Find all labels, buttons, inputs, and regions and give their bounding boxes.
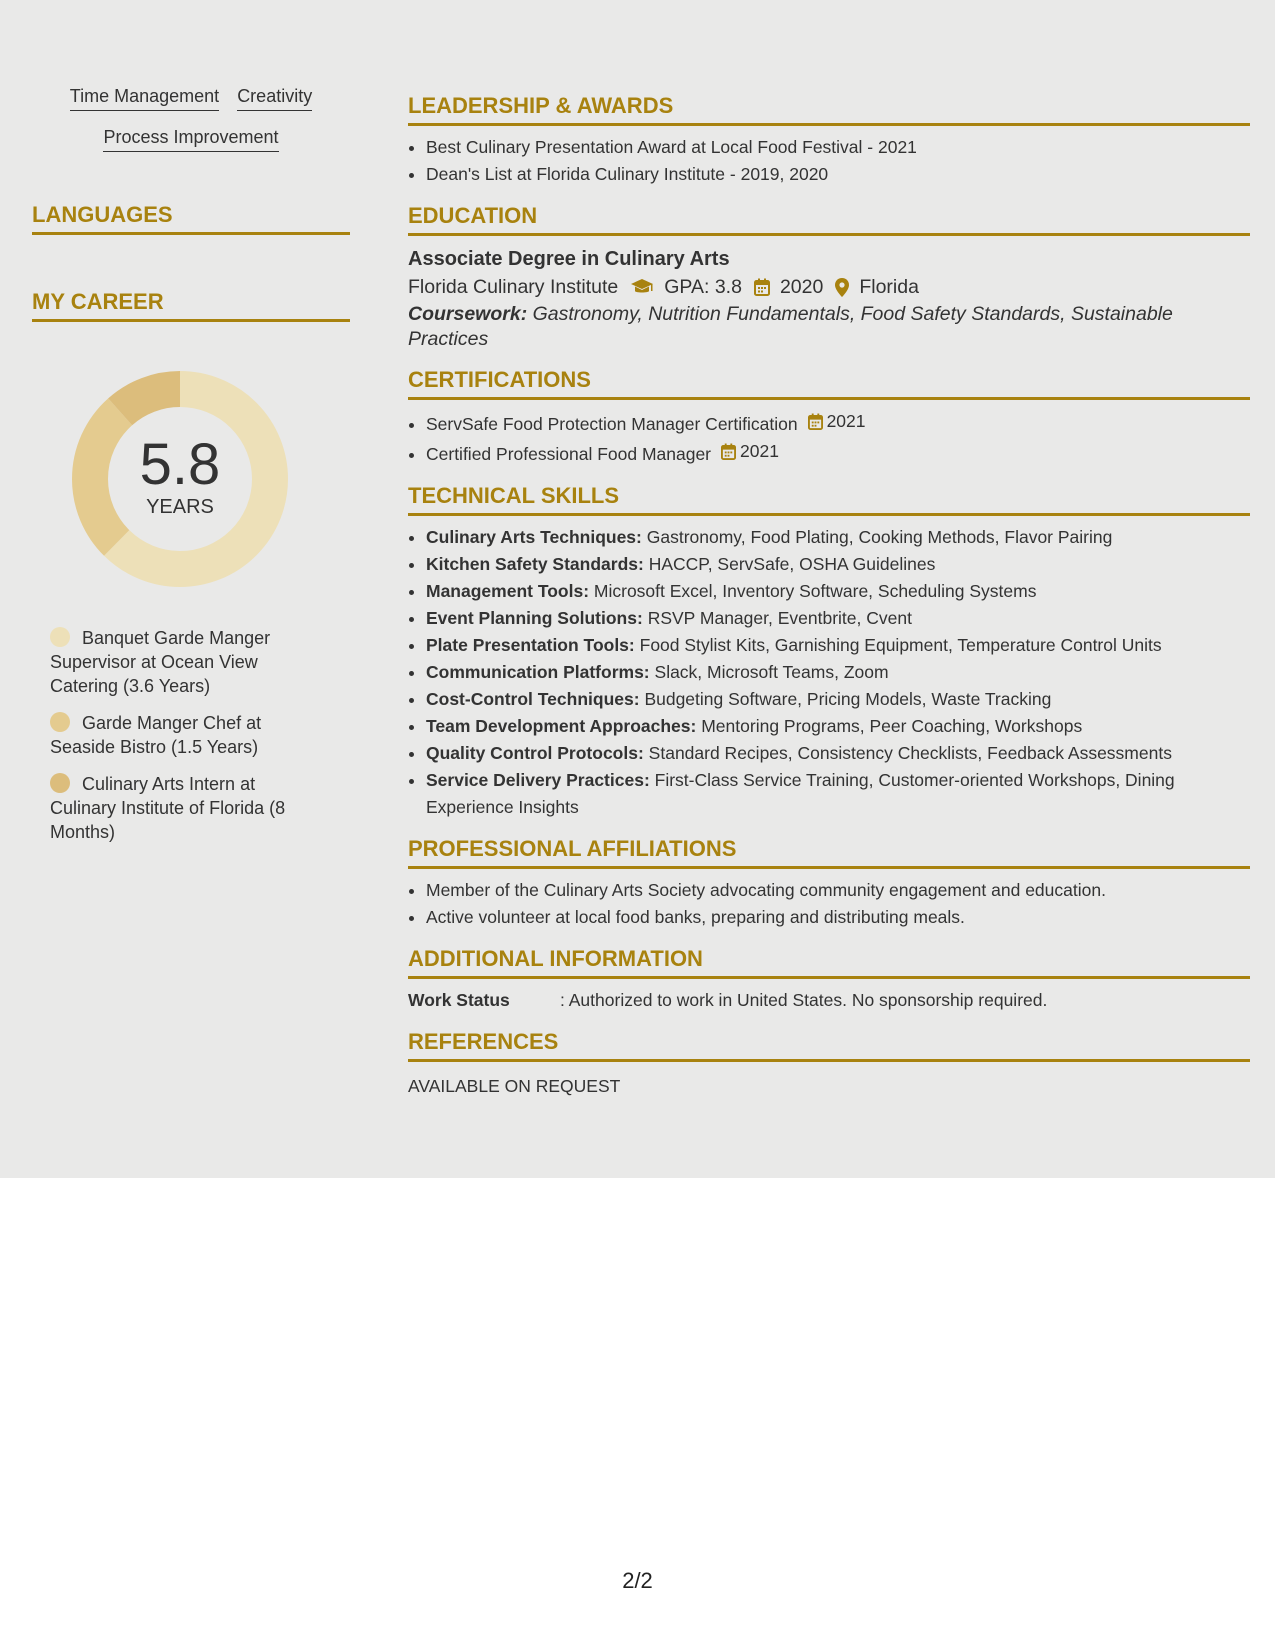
page-number: 2/2 — [622, 1568, 653, 1593]
skill-values: Food Stylist Kits, Garnishing Equipment, Temperature Control Units — [639, 635, 1162, 655]
skill-tag: Time Management — [70, 84, 219, 111]
references-text: AVAILABLE ON REQUEST — [408, 1076, 621, 1096]
work-status-label: Work Status — [408, 990, 510, 1010]
career-heading: MY CAREER — [32, 289, 350, 322]
affiliations-section — [408, 835, 1250, 931]
certification-name: ServSafe Food Protection Manager Certification — [426, 414, 798, 434]
technical-skill-item — [426, 524, 1250, 551]
skill-category: Cost-Control Techniques: — [426, 689, 640, 709]
languages-heading: LANGUAGES — [32, 202, 350, 235]
career-donut-chart — [65, 364, 295, 594]
leadership-heading: LEADERSHIP & AWARDS — [408, 92, 1250, 126]
location-pin-icon — [835, 278, 849, 297]
certification-year: 2021 — [826, 411, 866, 431]
education-section — [408, 202, 1250, 352]
list-item: • Active volunteer at local food banks, preparing and distributing meals. — [426, 904, 1250, 931]
school-location: Florida — [859, 276, 919, 298]
technical-skill-item — [426, 713, 1250, 740]
career-legend — [32, 626, 350, 844]
work-status-row — [408, 987, 1250, 1014]
skill-category: Team Development Approaches: — [426, 716, 697, 736]
skill-category: Culinary Arts Techniques: — [426, 527, 642, 547]
education-details — [408, 272, 1250, 302]
skill-values: HACCP, ServSafe, OSHA Guidelines — [648, 554, 936, 574]
graduation-cap-icon — [630, 278, 654, 296]
career-years-unit: YEARS — [146, 495, 214, 518]
legend-dot-icon — [50, 773, 70, 793]
references-section — [408, 1028, 1250, 1097]
references-heading: REFERENCES — [408, 1028, 1250, 1062]
career-legend-label: Garde Manger Chef at Seaside Bistro (1.5 Years) — [50, 713, 262, 757]
career-legend-item — [50, 711, 312, 759]
career-legend-item — [50, 626, 312, 698]
technical-skill-item — [426, 551, 1250, 578]
career-legend-label: Culinary Arts Intern at Culinary Institute of Florida (8 Months) — [50, 774, 286, 842]
sidebar — [32, 84, 350, 857]
technical-skill-item — [426, 767, 1250, 821]
skill-values: Budgeting Software, Pricing Models, Waste Tracking — [644, 689, 1052, 709]
career-legend-label: Banquet Garde Manger Supervisor at Ocean View Catering (3.6 Years) — [50, 628, 271, 696]
skill-values: Gastronomy, Food Plating, Cooking Methods, Flavor Pairing — [646, 527, 1113, 547]
graduation-year: 2020 — [779, 276, 824, 298]
technical-skills-section — [408, 482, 1250, 821]
school-name: Florida Culinary Institute — [408, 276, 619, 298]
skill-values: Standard Recipes, Consistency Checklists, Feedback Assessments — [648, 743, 1172, 763]
skill-category: Kitchen Safety Standards: — [426, 554, 644, 574]
list-item: • Dean's List at Florida Culinary Institute - 2019, 2020 — [426, 161, 1250, 188]
skill-tag: Creativity — [237, 84, 312, 111]
additional-info-heading: ADDITIONAL INFORMATION — [408, 945, 1250, 979]
technical-skill-item — [426, 578, 1250, 605]
skill-category: Communication Platforms: — [426, 662, 650, 682]
skill-category: Event Planning Solutions: — [426, 608, 643, 628]
skill-category: Quality Control Protocols: — [426, 743, 644, 763]
skill-category: Service Delivery Practices: — [426, 770, 650, 790]
technical-skill-item — [426, 632, 1250, 659]
skill-tag: Process Improvement — [103, 125, 278, 152]
calendar-icon — [808, 413, 823, 430]
degree-title: Associate Degree in Culinary Arts — [408, 248, 730, 270]
work-status-value: : Authorized to work in United States. No sponsorship required. — [560, 990, 1048, 1010]
main-content — [408, 92, 1250, 1111]
skill-category: Management Tools: — [426, 581, 590, 601]
calendar-icon — [754, 278, 770, 296]
list-item: • Member of the Culinary Arts Society advocating community engagement and education. — [426, 877, 1250, 904]
skill-category: Plate Presentation Tools: — [426, 635, 635, 655]
coursework — [408, 302, 1250, 352]
technical-skill-item — [426, 740, 1250, 767]
education-heading: EDUCATION — [408, 202, 1250, 236]
certification-name: Certified Professional Food Manager — [426, 444, 712, 464]
certifications-section — [408, 366, 1250, 468]
career-total-years: 5.8 — [139, 431, 221, 497]
legend-dot-icon — [50, 627, 70, 647]
gpa-text: GPA: 3.8 — [664, 276, 742, 298]
skill-values: Mentoring Programs, Peer Coaching, Workshops — [701, 716, 1083, 736]
calendar-icon — [721, 443, 736, 460]
coursework-text: Gastronomy, Nutrition Fundamentals, Food Safety Standards, Sustainable Practices — [408, 303, 1173, 350]
additional-info-section — [408, 945, 1250, 1014]
skill-tags — [32, 84, 350, 152]
technical-skill-item — [426, 686, 1250, 713]
certification-item — [426, 408, 1250, 438]
technical-skills-heading: TECHNICAL SKILLS — [408, 482, 1250, 516]
skill-values: Slack, Microsoft Teams, Zoom — [654, 662, 889, 682]
career-legend-item — [50, 772, 312, 844]
technical-skill-item — [426, 605, 1250, 632]
skill-values: Microsoft Excel, Inventory Software, Scheduling Systems — [593, 581, 1037, 601]
skill-values: First-Class Service Training, Customer-oriented Workshops, Dining Experience Insights — [426, 770, 1175, 817]
technical-skill-item — [426, 659, 1250, 686]
certification-year: 2021 — [740, 441, 779, 461]
certifications-heading: CERTIFICATIONS — [408, 366, 1250, 400]
list-item: • Best Culinary Presentation Award at Local Food Festival - 2021 — [426, 134, 1250, 161]
certification-item — [426, 438, 1250, 468]
leadership-section — [408, 92, 1250, 188]
coursework-label: Coursework: — [408, 303, 528, 325]
skill-values: RSVP Manager, Eventbrite, Cvent — [647, 608, 912, 628]
legend-dot-icon — [50, 712, 70, 732]
affiliations-heading: PROFESSIONAL AFFILIATIONS — [408, 835, 1250, 869]
